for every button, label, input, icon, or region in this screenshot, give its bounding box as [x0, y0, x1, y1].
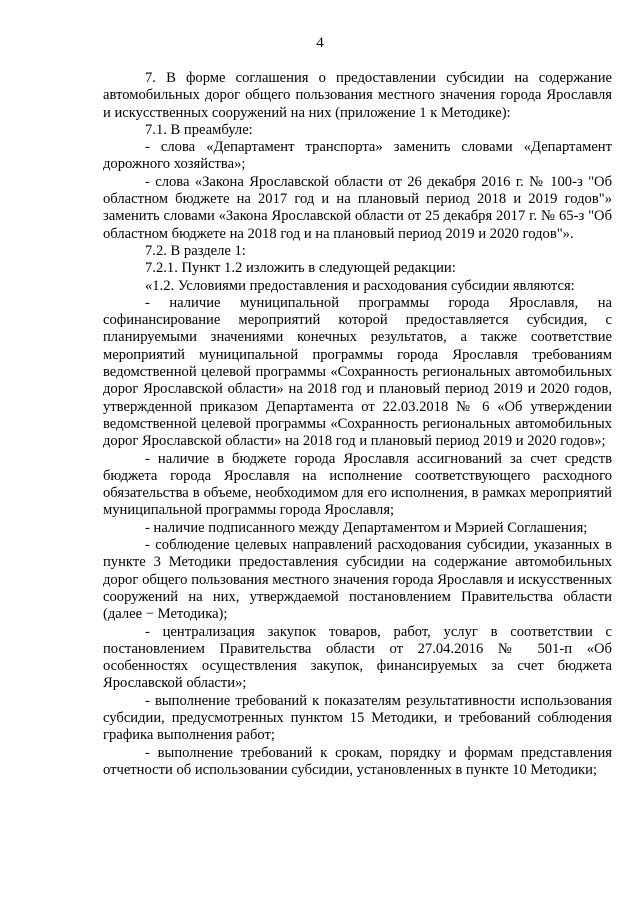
paragraph-replace-law: - слова «Закона Ярославской области от 26 декабря 2016 г. № 100-з "Об областном бюджете на 2017 год и на плановый период 2018 и 2019 годов"» заменить словами «Закона Ярославской области от 25 декабря 2017 г. № 65-з "Об областном бюджете на 2018 год и на плановый период 2019 и 2020 годов"». — [103, 173, 612, 242]
paragraph-replace-department: - слова «Департамент транспорта» заменить словами «Департамент дорожного хозяйства»; — [103, 139, 612, 173]
list-item-targeted-spending: - соблюдение целевых направлений расходования субсидии, указанных в пункте 3 Методики предоставления субсидии на содержание автомобильных дорог общего пользования местного значения города Ярославля и искусственных сооружений на них, утверждаемой постановлением Правительства области (далее − Методика); — [103, 537, 612, 623]
list-item-centralized-procurement: - централизация закупок товаров, работ, услуг в соответствии с постановлением Правительства области от 27.04.2016 № 501-п «Об особенностях осуществления закупок, финансируемых за счет бюджета Ярославской области»; — [103, 623, 612, 692]
paragraph-7-form-agreement: 7. В форме соглашения о предоставлении субсидии на содержание автомобильных дорог общего пользования местного значения города Ярославля и искусственных сооружений на них (приложение 1 к Методике): — [103, 70, 612, 121]
list-item-reporting-requirements: - выполнение требований к срокам, порядку и формам представления отчетности об использовании субсидии, установленных в пункте 10 Методики; — [103, 744, 612, 778]
paragraph-1-2-conditions: «1.2. Условиями предоставления и расходования субсидии являются: — [145, 277, 575, 294]
list-item-budget-allocations: - наличие в бюджете города Ярославля ассигнований за счет средств бюджета города Ярославля на исполнение соответствующего расходного обязательства в объеме, необходимом для его исполнения, в рамках мероприятий муниципальной программы города Ярославля; — [103, 450, 612, 519]
list-item-performance-requirements: - выполнение требований к показателям результативности использования субсидии, предусмотренных пунктом 15 Методики, и требований соблюдения графика выполнения работ; — [103, 692, 612, 744]
document-body — [103, 70, 612, 779]
paragraph-7-2-section-1: 7.2. В разделе 1: — [145, 242, 246, 259]
paragraph-7-2-1-point: 7.2.1. Пункт 1.2 изложить в следующей редакции: — [145, 260, 456, 277]
list-item-signed-agreement: - наличие подписанного между Департаментом и Мэрией Соглашения; — [145, 519, 588, 536]
page-number: 4 — [316, 35, 324, 51]
list-item-municipal-program: - наличие муниципальной программы города Ярославля, на софинансирование мероприятий которой предоставляется субсидия, с планируемыми значениями конечных результатов, а также соответствие мероприятий муниципальной программы города Ярославля требованиям ведомственной целевой программы «Сохранность региональных автомобильных дорог Ярославской области» на 2018 год и плановый период 2019 и 2020 годов, утвержденной приказом Департамента от 22.03.2018 № 6 «Об утверждении ведомственной целевой программы «Сохранность региональных автомобильных дорог Ярославской области» на 2018 год и плановый период 2019 и 2020 годов»; — [103, 294, 612, 450]
paragraph-7-1-preamble: 7.1. В преамбуле: — [145, 121, 253, 138]
